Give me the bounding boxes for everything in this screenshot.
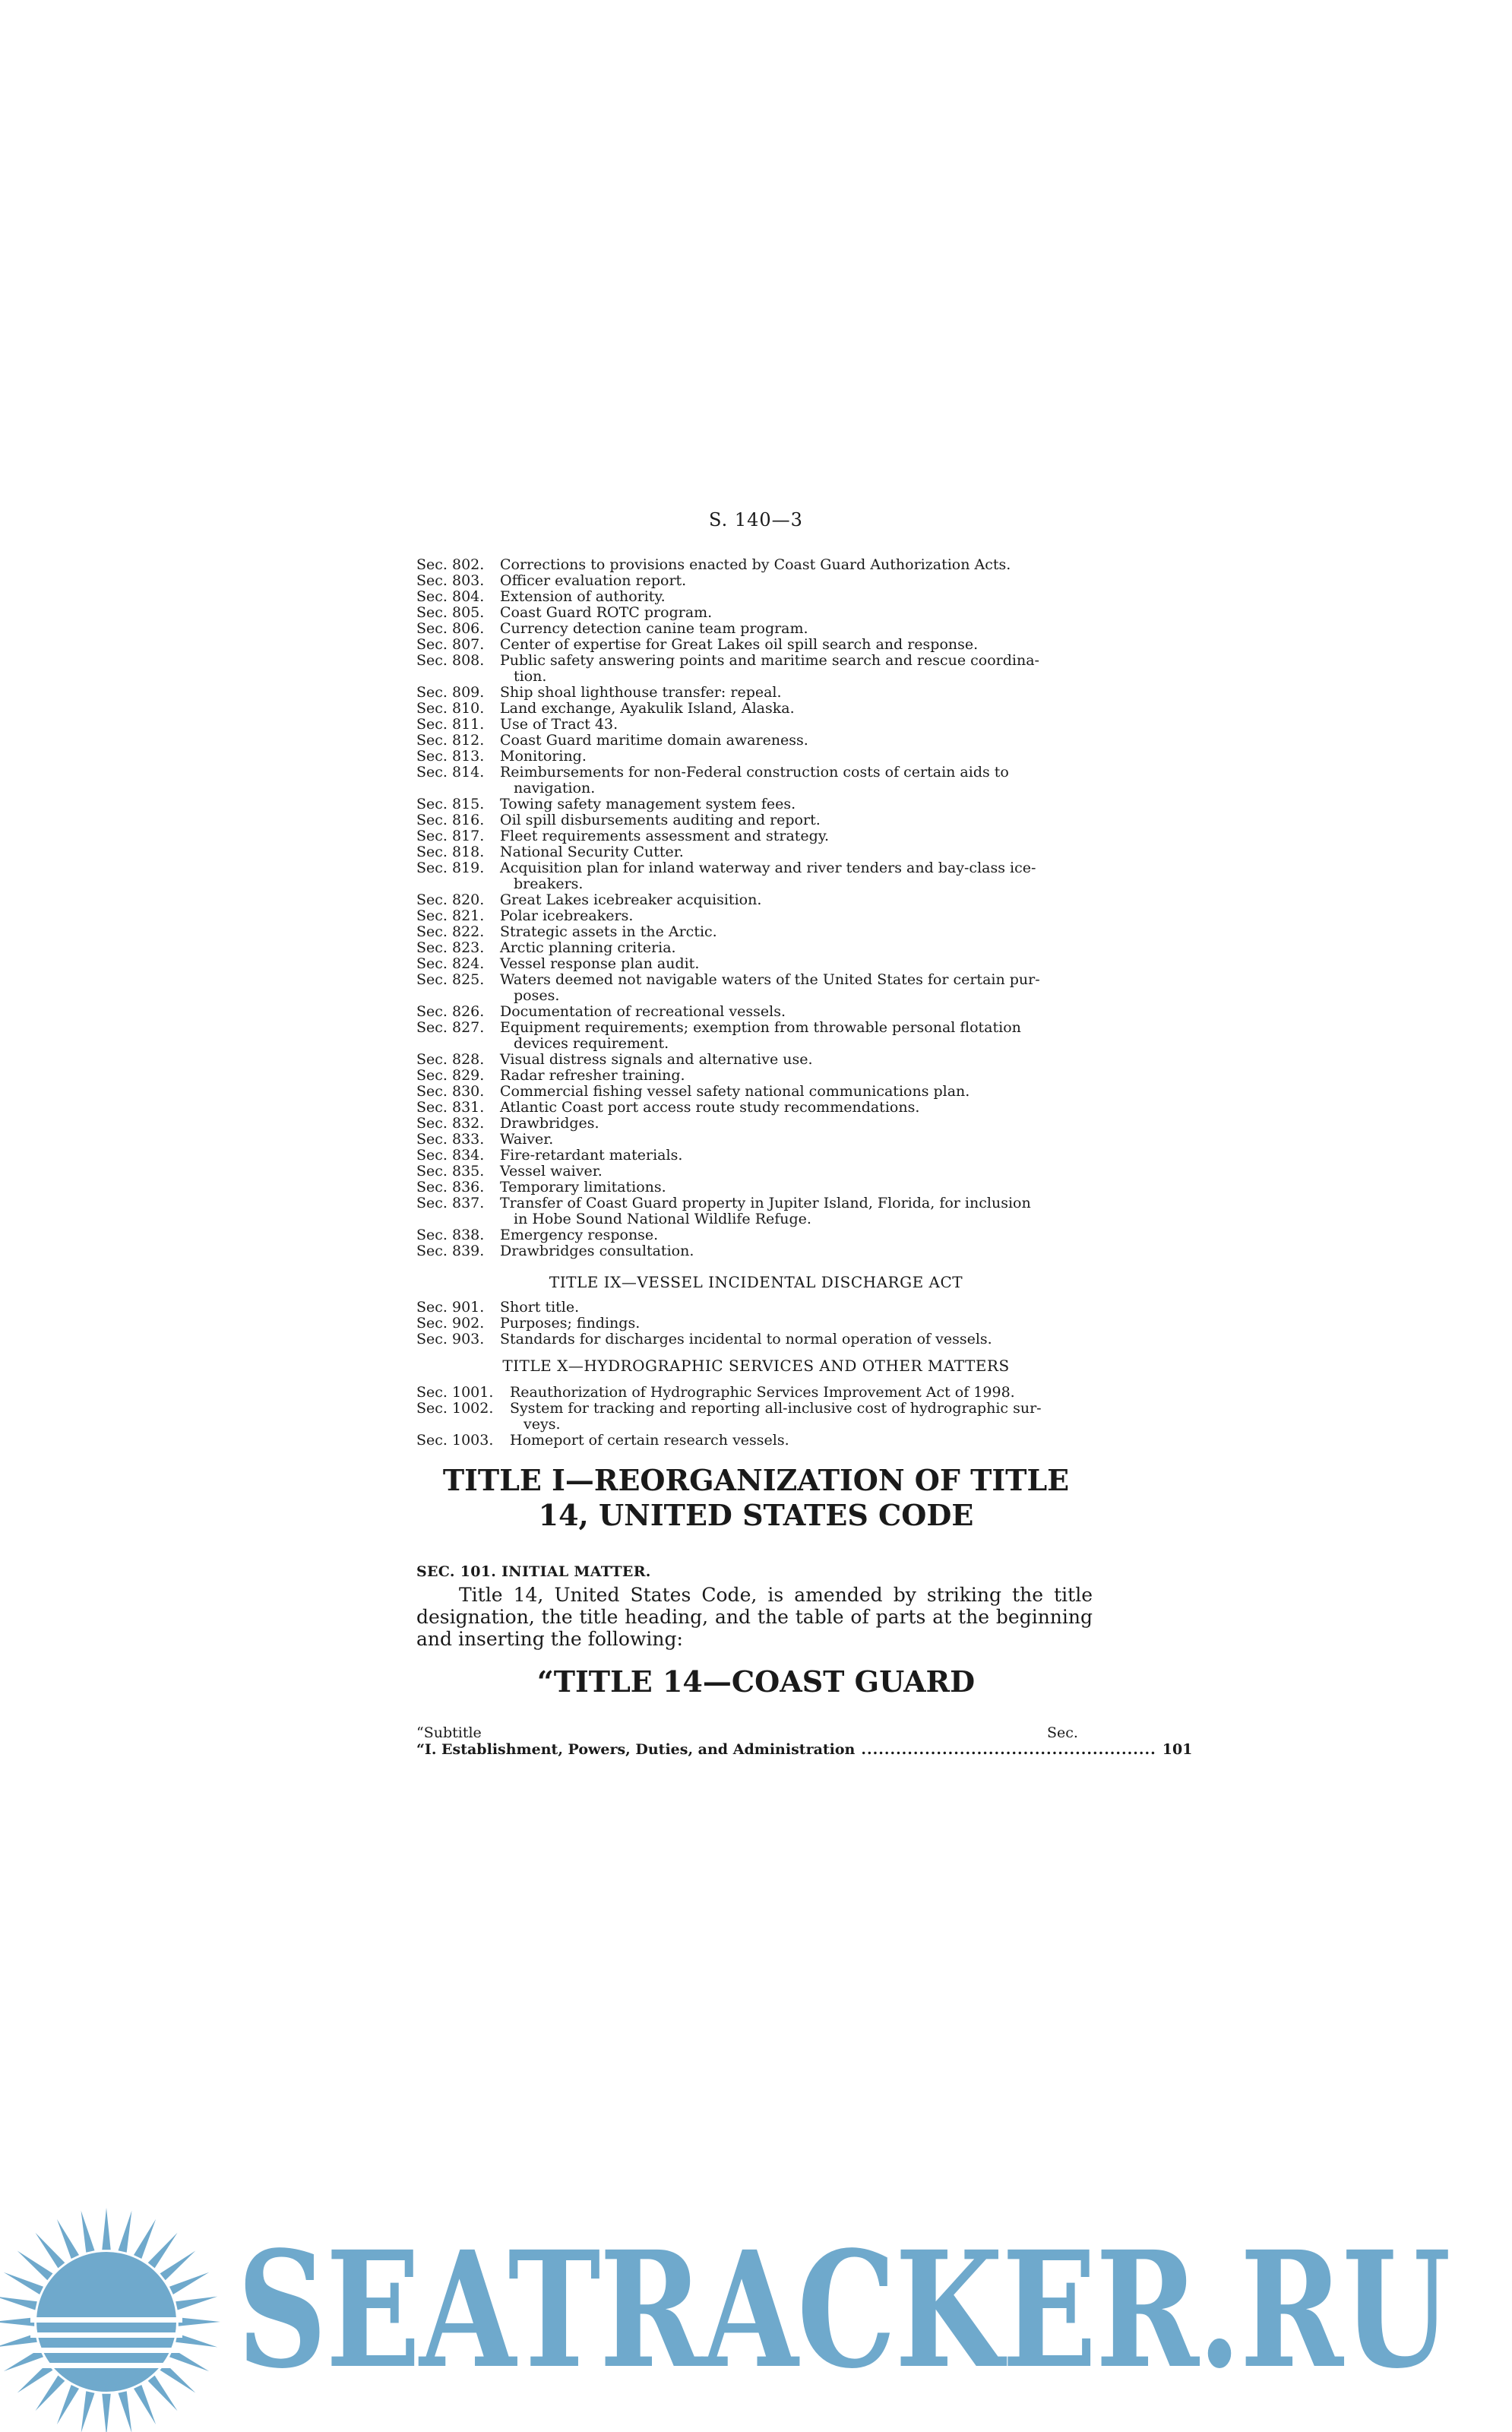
toc-entry-number: Sec. 818. [416,844,485,860]
toc-entry-title [500,908,1093,924]
toc-entry-number: Sec. 903. [416,1331,485,1347]
toc-entry-number: Sec. 836. [416,1179,485,1195]
toc-entry-title-text: Center of expertise for Great Lakes oil spill search and response. [500,636,979,653]
toc-entry [416,1332,1093,1347]
toc-entry [416,1004,1093,1020]
toc-entry-number: Sec. 808. [416,652,485,669]
toc-entry-title-text: Vessel response plan audit. [500,955,700,972]
subtitle-row-label: “I. Establishment, Powers, Duties, and Administration [416,1741,856,1758]
toc-entry-title-text: Coast Guard ROTC program. [500,604,713,621]
toc-entry [416,1068,1093,1084]
toc-entry-title [500,796,1093,812]
toc-entry-number: Sec. 807. [416,636,485,653]
toc-entry-title-text: Equipment requirements; exemption from throwable personal flotation [500,1019,1021,1036]
toc-entry-title [500,1100,1093,1116]
toc-entry-title [500,765,1093,796]
toc-entry [416,701,1093,717]
toc-entry-title [500,717,1093,733]
title-ix-contents [416,1300,1093,1347]
toc-entry-title [500,1116,1093,1132]
toc-entry-number: Sec. 1003. [416,1432,494,1449]
toc-entry-number: Sec. 824. [416,955,485,972]
toc-entry-number: Sec. 837. [416,1195,485,1211]
toc-entry-number: Sec. 812. [416,732,485,749]
toc-entry-title [500,1084,1093,1100]
watermark-text: SEATRACKER.RU [237,2216,1450,2404]
toc-entry-title [510,1433,1093,1449]
toc-entry [416,828,1093,844]
toc-entry [416,1052,1093,1068]
toc-entry-title [500,637,1093,653]
toc-entry [416,844,1093,860]
toc-entry [416,1243,1093,1259]
toc-entry [416,1100,1093,1116]
toc-entry-title [500,1316,1093,1332]
toc-entry [416,749,1093,765]
toc-entry-title [500,860,1093,892]
toc-entry-number: Sec. 825. [416,971,485,988]
toc-entry-number: Sec. 816. [416,812,485,828]
toc-entry-number: Sec. 826. [416,1003,485,1020]
toc-entry-title-continuation: tion. [514,668,547,685]
toc-entry [416,573,1093,589]
toc-entry [416,796,1093,812]
toc-entry-title-text: Visual distress signals and alternative use. [500,1051,813,1068]
toc-entry-title [500,1227,1093,1243]
toc-entry-title [500,1052,1093,1068]
toc-entry [416,1084,1093,1100]
toc-entry-number: Sec. 1002. [416,1400,494,1417]
title-14-heading: “TITLE 14—COAST GUARD [536,1664,976,1699]
subtitle-row-section: 101 [1162,1741,1193,1758]
toc-entry [416,940,1093,956]
toc-entry-title [500,557,1093,573]
toc-entry [416,1300,1093,1316]
toc-entry-number: Sec. 828. [416,1051,485,1068]
toc-entry-title-text: Towing safety management system fees. [500,796,796,812]
toc-entry-number: Sec. 833. [416,1131,485,1148]
toc-entry-number: Sec. 819. [416,860,485,876]
toc-entry-number: Sec. 802. [416,556,485,573]
toc-entry-title-text: Drawbridges consultation. [500,1243,694,1259]
toc-entry-number: Sec. 823. [416,939,485,956]
toc-entry-title [500,1180,1093,1195]
toc-entry [416,812,1093,828]
toc-entry [416,1164,1093,1180]
toc-entry-number: Sec. 901. [416,1299,485,1316]
toc-entry-title [500,1300,1093,1316]
toc-entry [416,1116,1093,1132]
toc-entry-title [500,605,1093,621]
toc-entry-title [500,1068,1093,1084]
toc-entry-title [500,1132,1093,1148]
toc-entry-title-text: Reauthorization of Hydrographic Services Improvement Act of 1998. [510,1384,1015,1401]
toc-entry-title [500,828,1093,844]
toc-entry-title-text: Atlantic Coast port access route study recommendations. [500,1099,920,1116]
toc-entry-title-text: Monitoring. [500,748,587,765]
toc-entry-title [500,924,1093,940]
toc-entry-number: Sec. 820. [416,891,485,908]
toc-entry-title-text: Currency detection canine team program. [500,620,808,637]
section-101-heading: SEC. 101. INITIAL MATTER. [416,1563,651,1580]
toc-entry [416,1433,1093,1449]
toc-entry-title-text: Emergency response. [500,1227,659,1243]
toc-entry [416,1180,1093,1195]
toc-entry-number: Sec. 804. [416,588,485,605]
toc-entry-title-text: Oil spill disbursements auditing and report. [500,812,821,828]
toc-entry-title-text: Great Lakes icebreaker acquisition. [500,891,762,908]
toc-entry-number: Sec. 806. [416,620,485,637]
toc-entry-title [500,589,1093,605]
toc-entry-title [500,1020,1093,1052]
toc-entry-number: Sec. 810. [416,700,485,717]
subtitle-table-row [416,1741,1193,1758]
toc-entry-title-text: Fire-retardant materials. [500,1147,683,1164]
toc-entry-title-text: Strategic assets in the Arctic. [500,923,717,940]
toc-entry-title-continuation: devices requirement. [514,1035,669,1052]
toc-entry-title-text: Documentation of recreational vessels. [500,1003,786,1020]
title-x-contents [416,1385,1093,1449]
toc-entry-title-text: Radar refresher training. [500,1067,685,1084]
toc-entry-title-text: Arctic planning criteria. [500,939,676,956]
toc-entry [416,924,1093,940]
toc-entry-title-text: Fleet requirements assessment and strategy. [500,828,830,844]
toc-entry-number: Sec. 838. [416,1227,485,1243]
toc-entry-title-text: Waters deemed not navigable waters of the United States for certain pur- [500,971,1040,988]
toc-entry-number: Sec. 814. [416,764,485,781]
toc-entry-title-text: Vessel waiver. [500,1163,603,1180]
toc-entry-number: Sec. 834. [416,1147,485,1164]
toc-entry-title [500,956,1093,972]
toc-entry-number: Sec. 809. [416,684,485,701]
sun-icon [0,2208,220,2432]
subtitle-table-header [416,1724,1077,1741]
toc-entry [416,685,1093,701]
toc-entry-title-text: Corrections to provisions enacted by Coast Guard Authorization Acts. [500,556,1011,573]
toc-entry [416,637,1093,653]
subtitle-table [416,1724,1193,1758]
toc-entry-title [500,1195,1093,1227]
toc-entry-title [500,701,1093,717]
toc-entry-title [500,653,1093,685]
toc-entry-number: Sec. 817. [416,828,485,844]
toc-entry-title [500,1164,1093,1180]
toc-entry-title-text: Waiver. [500,1131,554,1148]
toc-entry-number: Sec. 815. [416,796,485,812]
subtitle-column-label: “Subtitle [416,1724,482,1741]
toc-entry-title [510,1401,1093,1433]
title-i-line-1: TITLE I—REORGANIZATION OF TITLE [442,1463,1070,1497]
toc-entry-title-text: Acquisition plan for inland waterway and river tenders and bay-class ice- [500,860,1036,876]
toc-entry [416,653,1093,685]
toc-entry-title-continuation: in Hobe Sound National Wildlife Refuge. [514,1211,811,1227]
title-x-heading: TITLE X—HYDROGRAPHIC SERVICES AND OTHER MATTERS [502,1357,1010,1375]
toc-entry-title [500,1332,1093,1347]
toc-entry [416,1227,1093,1243]
toc-entry-title-text: Short title. [500,1299,580,1316]
toc-entry [416,557,1093,573]
toc-entry [416,1316,1093,1332]
toc-entry-number: Sec. 829. [416,1067,485,1084]
toc-entry-title-text: Ship shoal lighthouse transfer: repeal. [500,684,782,701]
toc-entry-title [500,844,1093,860]
toc-entry [416,956,1093,972]
toc-entry-title-text: Land exchange, Ayakulik Island, Alaska. [500,700,795,717]
toc-entry [416,589,1093,605]
toc-entry-title [500,749,1093,765]
title-i-heading [0,1463,1512,1533]
toc-entry-title [500,1148,1093,1164]
toc-entry-title [500,573,1093,589]
toc-entry-title-continuation: poses. [514,987,560,1004]
page-header: S. 140—3 [709,509,803,530]
toc-entry-title-text: National Security Cutter. [500,844,684,860]
toc-entry-title-text: Drawbridges. [500,1115,599,1132]
toc-entry [416,972,1093,1004]
toc-entry-title-text: Standards for discharges incidental to normal operation of vessels. [500,1331,992,1347]
toc-entry [416,621,1093,637]
toc-entry-number: Sec. 813. [416,748,485,765]
toc-entry-title-text: System for tracking and reporting all-inclusive cost of hydrographic sur- [510,1400,1042,1417]
toc-entry-number: Sec. 803. [416,572,485,589]
toc-entry-title-text: Purposes; findings. [500,1315,641,1332]
toc-entry-title-continuation: navigation. [514,780,596,796]
toc-entry-title-text: Temporary limitations. [500,1179,666,1195]
toc-entry-title-text: Coast Guard maritime domain awareness. [500,732,808,749]
toc-entry [416,908,1093,924]
toc-entry-title [500,1243,1093,1259]
toc-entry-number: Sec. 832. [416,1115,485,1132]
toc-entry-title-text: Public safety answering points and maritime search and rescue coordina- [500,652,1039,669]
toc-entry-title [500,940,1093,956]
toc-entry-number: Sec. 839. [416,1243,485,1259]
toc-entry [416,765,1093,796]
toc-entry [416,717,1093,733]
toc-entry-title-continuation: veys. [524,1416,561,1433]
sec-column-label: Sec. [1047,1724,1078,1741]
toc-entry-number: Sec. 835. [416,1163,485,1180]
toc-entry [416,733,1093,749]
toc-entry-title [500,733,1093,749]
toc-entry-title [500,812,1093,828]
toc-entry-title [500,892,1093,908]
table-of-contents [416,557,1093,1259]
toc-entry-title-text: Transfer of Coast Guard property in Jupiter Island, Florida, for inclusion [500,1195,1031,1211]
toc-entry-title-text: Officer evaluation report. [500,572,687,589]
toc-entry-title-text: Extension of authority. [500,588,666,605]
title-ix-heading: TITLE IX—VESSEL INCIDENTAL DISCHARGE ACT [549,1273,963,1291]
toc-entry-number: Sec. 1001. [416,1384,494,1401]
toc-entry [416,1401,1093,1433]
toc-entry-number: Sec. 827. [416,1019,485,1036]
toc-entry-title [500,685,1093,701]
toc-entry [416,1385,1093,1401]
toc-entry [416,1020,1093,1052]
toc-entry-title [500,621,1093,637]
toc-entry-title [510,1385,1093,1401]
leader-dots: ................................................... [861,1741,1156,1758]
toc-entry-number: Sec. 822. [416,923,485,940]
toc-entry [416,892,1093,908]
toc-entry-number: Sec. 831. [416,1099,485,1116]
toc-entry-title-text: Polar icebreakers. [500,907,634,924]
toc-entry-title-text: Reimbursements for non-Federal construction costs of certain aids to [500,764,1009,781]
toc-entry-number: Sec. 805. [416,604,485,621]
toc-entry-title-text: Use of Tract 43. [500,716,618,733]
toc-entry-title [500,1004,1093,1020]
toc-entry [416,605,1093,621]
toc-entry-number: Sec. 821. [416,907,485,924]
toc-entry [416,1132,1093,1148]
title-i-line-2: 14, UNITED STATES CODE [538,1498,974,1532]
section-101-body: Title 14, United States Code, is amended by striking the title designation, the title heading, and the table of parts at the beginning and inserting the following: [416,1584,1093,1650]
toc-entry-title-text: Homeport of certain research vessels. [510,1432,789,1449]
toc-entry [416,1195,1093,1227]
toc-entry-number: Sec. 830. [416,1083,485,1100]
toc-entry [416,1148,1093,1164]
toc-entry [416,860,1093,892]
toc-entry-number: Sec. 811. [416,716,485,733]
toc-entry-title-text: Commercial fishing vessel safety national communications plan. [500,1083,970,1100]
toc-entry-number: Sec. 902. [416,1315,485,1332]
toc-entry-title [500,972,1093,1004]
toc-entry-title-continuation: breakers. [514,876,584,892]
